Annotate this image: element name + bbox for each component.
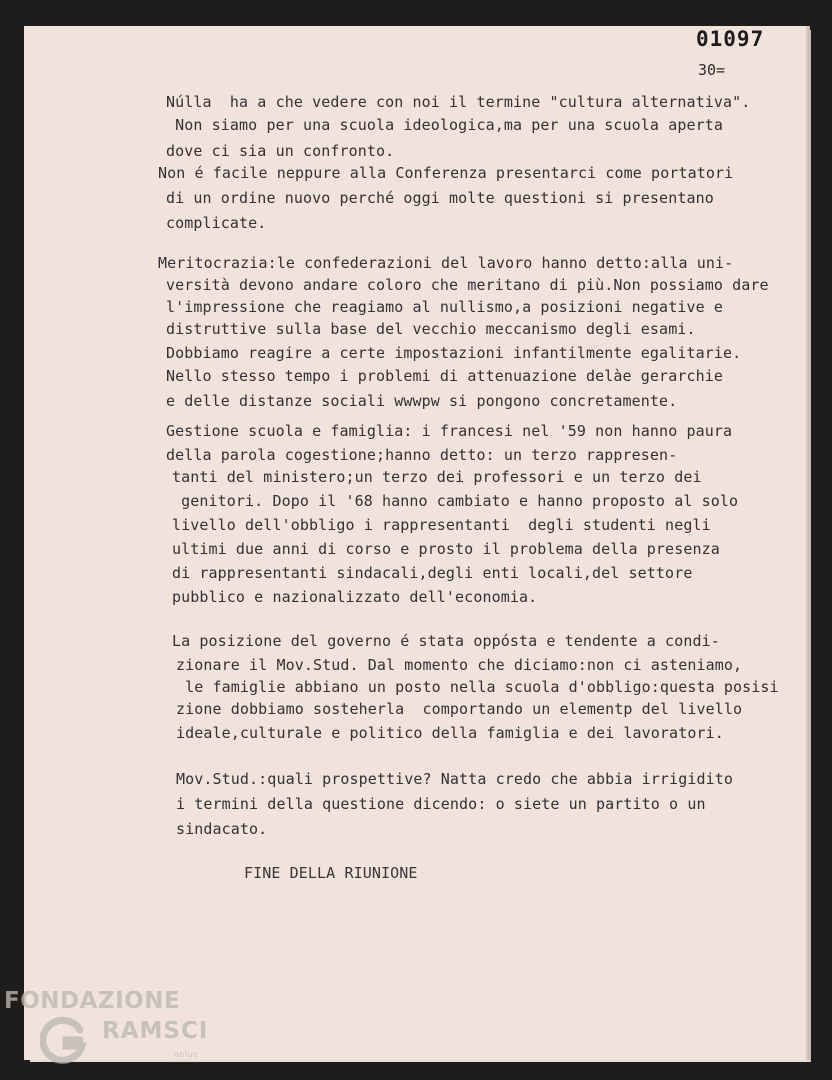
text-line: Gestione scuola e famiglia: i francesi nel '59 non hanno paura (166, 422, 733, 440)
text-line: le famiglie abbiano un posto nella scuola d'obbligo:questa posisi (176, 678, 779, 696)
text-line: dove ci sia un confronto. (166, 142, 395, 160)
gramsci-g-logo-icon (40, 1016, 88, 1064)
closing-line: FINE DELLA RIUNIONE (244, 864, 418, 882)
text-line: versità devono andare coloro che meritano di più.Non possiamo dare (166, 276, 769, 294)
document-number: 01097 (696, 27, 765, 51)
text-line: Mov.Stud.:quali prospettive? Natta credo che abbia irrigidito (176, 770, 733, 788)
text-line: pubblico e nazionalizzato dell'economia. (172, 588, 538, 606)
fondazione-gramsci-watermark (4, 988, 214, 1078)
text-line: Nello stesso tempo i problemi di attenuazione delàe gerarchie (166, 367, 723, 385)
text-line: ideale,culturale e politico della famiglia e dei lavoratori. (176, 724, 724, 742)
text-line: Non é facile neppure alla Conferenza presentarci come portatori (158, 164, 734, 182)
text-line: genitori. Dopo il '68 hanno cambiato e hanno proposto al solo (172, 492, 739, 510)
text-line: Meritocrazia:le confederazioni del lavoro hanno detto:alla uni- (158, 254, 734, 272)
text-line: della parola cogestione;hanno detto: un terzo rappresen- (166, 446, 678, 464)
watermark-line1: FONDAZIONE (4, 988, 181, 1014)
text-line: di rappresentanti sindacali,degli enti locali,del settore (172, 564, 693, 582)
text-line: sindacato. (176, 820, 268, 838)
text-line: La posizione del governo é stata oppósta e tendente a condi- (172, 632, 720, 650)
text-line: zione dobbiamo sosteherla comportando un elementp del livello (176, 700, 743, 718)
text-line: di un ordine nuovo perché oggi molte questioni si presentano (166, 189, 714, 207)
text-line: Núlla ha a che vedere con noi il termine "cultura alternativa". (166, 93, 751, 111)
text-line: i termini della questione dicendo: o siete un partito o un (176, 795, 706, 813)
text-line: zionare il Mov.Stud. Dal momento che diciamo:non ci asteniamo, (176, 656, 743, 674)
text-line: l'impressione che reagiamo al nullismo,a posizioni negative e (166, 298, 723, 316)
text-line: Non siamo per una scuola ideologica,ma per una scuola aperta (166, 116, 723, 134)
text-line: distruttive sulla base del vecchio meccanismo degli esami. (166, 320, 696, 338)
text-line: e delle distanze sociali wwwpw si pongono concretamente. (166, 392, 678, 410)
watermark-line2: RAMSCI (102, 1018, 209, 1044)
page-number: 30= (698, 61, 726, 79)
text-line: tanti del ministero;un terzo dei professori e un terzo dei (172, 468, 702, 486)
text-line: ultimi due anni di corso e prosto il problema della presenza (172, 540, 720, 558)
text-line: livello dell'obbligo i rappresentanti degli studenti negli (172, 516, 711, 534)
text-line: complicate. (166, 214, 267, 232)
watermark-sub: onlus (174, 1050, 198, 1059)
text-line: Dobbiamo reagire a certe impostazioni infantilmente egalitarie. (166, 344, 742, 362)
